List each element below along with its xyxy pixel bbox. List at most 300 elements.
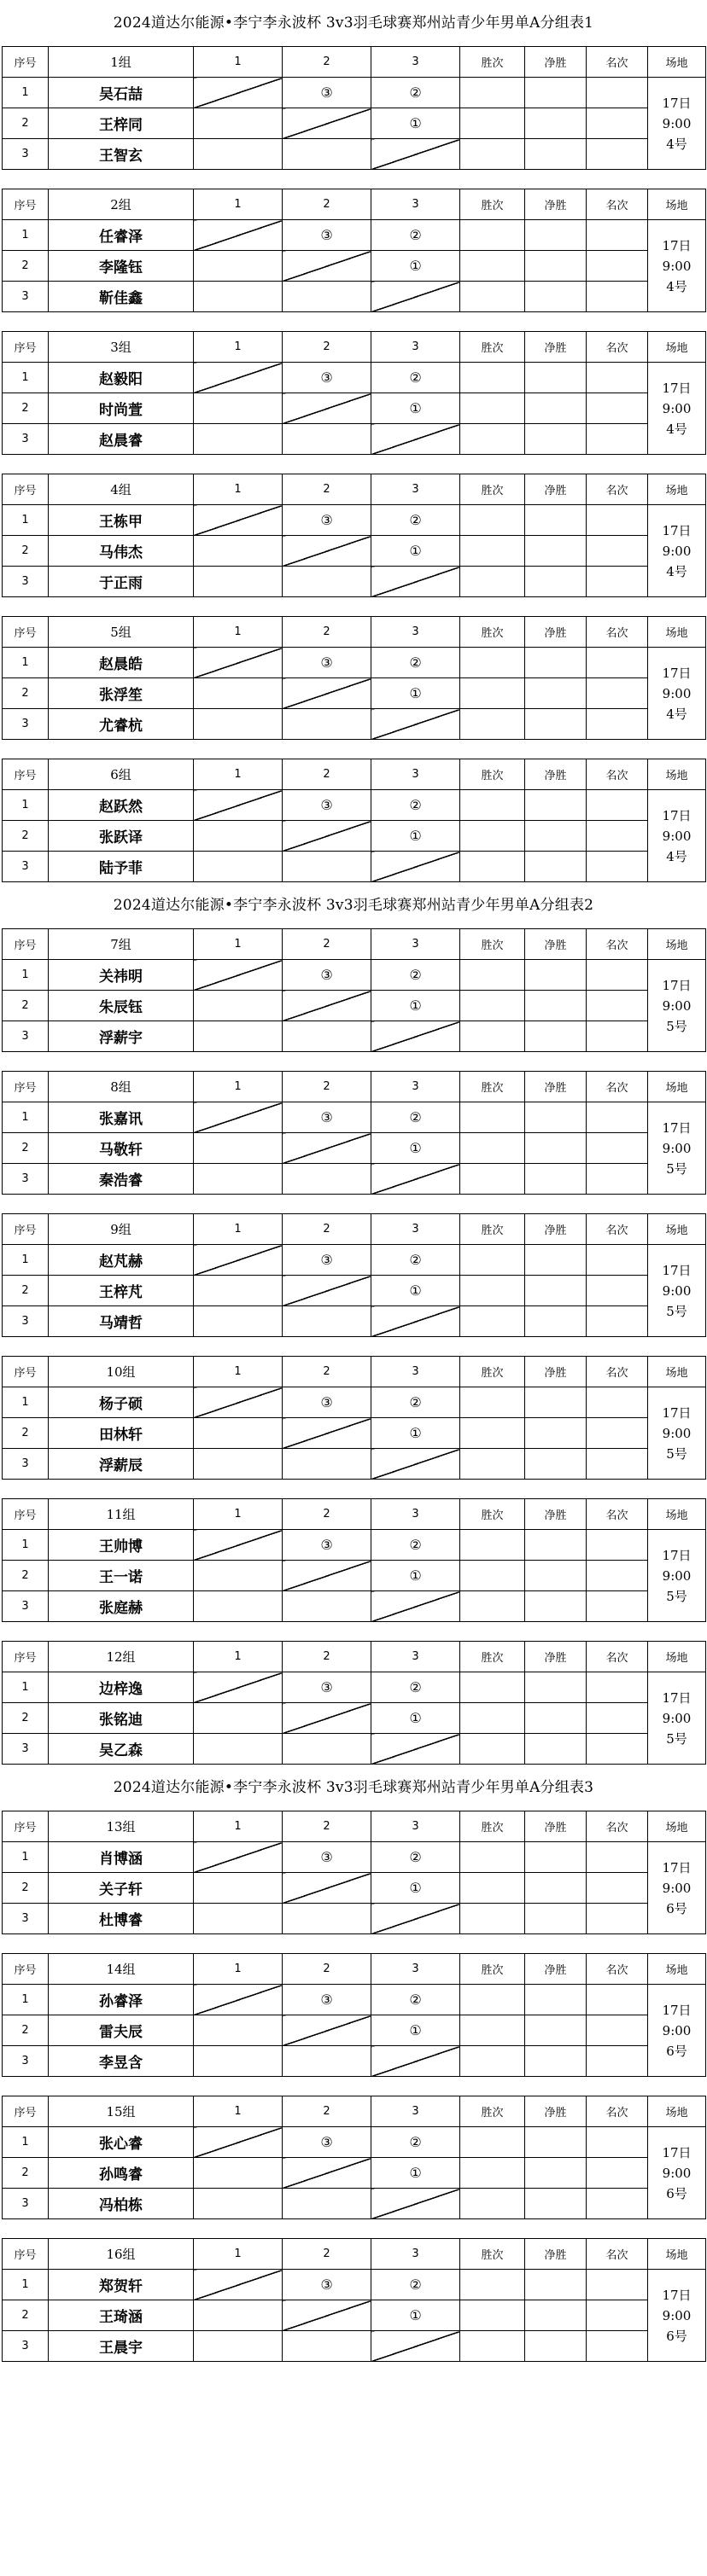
- player-name: 杜博睿: [49, 1904, 194, 1934]
- col-1-header: 1: [194, 1642, 283, 1672]
- match-order-mark: ①: [371, 108, 460, 139]
- venue-cell: [648, 1102, 706, 1195]
- wins-cell: [460, 1276, 525, 1306]
- venue-cell: [648, 1842, 706, 1934]
- venue-time: 9:00: [662, 2165, 692, 2181]
- match-order-mark: ③: [283, 1102, 371, 1133]
- seq-header: 序号: [3, 47, 49, 78]
- venue-court: 4号: [666, 563, 687, 579]
- match-order-mark: ①: [371, 1276, 460, 1306]
- rank-cell: [587, 2331, 648, 2362]
- col-2-header: 2: [283, 474, 371, 505]
- player-name: 尤睿杭: [49, 709, 194, 740]
- match-order-mark: ①: [371, 821, 460, 852]
- net-cell: [525, 960, 587, 991]
- player-row: [3, 2189, 706, 2219]
- self-match-cell: [371, 709, 460, 740]
- score-cell: [283, 2331, 371, 2362]
- self-match-cell: [371, 1306, 460, 1337]
- row-number: 2: [3, 821, 49, 852]
- score-cell: [283, 2046, 371, 2077]
- col-3-header: 3: [371, 1954, 460, 1985]
- player-row: [3, 2270, 706, 2300]
- match-order-mark: ①: [371, 1561, 460, 1591]
- player-name: 张心睿: [49, 2127, 194, 2158]
- net-header: 净胜: [525, 2239, 587, 2270]
- wins-cell: [460, 1672, 525, 1703]
- player-row: [3, 220, 706, 251]
- player-row: [3, 1904, 706, 1934]
- net-header: 净胜: [525, 1811, 587, 1842]
- col-2-header: 2: [283, 189, 371, 220]
- row-number: 3: [3, 2331, 49, 2362]
- match-order-mark: ③: [283, 505, 371, 536]
- self-match-cell: [194, 1245, 283, 1276]
- col-2-header: 2: [283, 2096, 371, 2127]
- net-header: 净胜: [525, 1499, 587, 1530]
- score-cell: [283, 1306, 371, 1337]
- self-match-cell: [283, 393, 371, 424]
- group-table: [2, 616, 706, 740]
- rank-cell: [587, 108, 648, 139]
- col-2-header: 2: [283, 759, 371, 790]
- net-cell: [525, 2015, 587, 2046]
- player-row: [3, 2331, 706, 2362]
- score-cell: [283, 709, 371, 740]
- score-cell: [283, 1591, 371, 1622]
- wins-header: 胜次: [460, 2239, 525, 2270]
- net-cell: [525, 2300, 587, 2331]
- match-order-mark: ②: [371, 78, 460, 108]
- venue-time: 9:00: [662, 1140, 692, 1156]
- self-match-cell: [371, 2046, 460, 2077]
- net-header: 净胜: [525, 1214, 587, 1245]
- col-1-header: 1: [194, 474, 283, 505]
- venue-date: 17日: [662, 1859, 692, 1875]
- score-cell: [283, 1164, 371, 1195]
- venue-court: 4号: [666, 278, 687, 294]
- group-table: [2, 759, 706, 882]
- net-cell: [525, 108, 587, 139]
- wins-header: 胜次: [460, 474, 525, 505]
- wins-cell: [460, 2015, 525, 2046]
- seq-header: 序号: [3, 189, 49, 220]
- self-match-cell: [371, 139, 460, 170]
- wins-cell: [460, 2127, 525, 2158]
- score-cell: [194, 108, 283, 139]
- player-name: 冯柏栋: [49, 2189, 194, 2219]
- header-row: [3, 474, 706, 505]
- group-spacer: [0, 1195, 707, 1213]
- col-1-header: 1: [194, 1357, 283, 1387]
- seq-header: 序号: [3, 2096, 49, 2127]
- self-match-cell: [283, 991, 371, 1021]
- player-name: 赵毅阳: [49, 363, 194, 393]
- row-number: 3: [3, 1164, 49, 1195]
- score-cell: [194, 139, 283, 170]
- net-cell: [525, 1734, 587, 1765]
- self-match-cell: [283, 1561, 371, 1591]
- self-match-cell: [194, 505, 283, 536]
- row-number: 2: [3, 108, 49, 139]
- header-row: [3, 1811, 706, 1842]
- self-match-cell: [371, 567, 460, 597]
- wins-cell: [460, 2331, 525, 2362]
- group-label: 11组: [49, 1499, 194, 1530]
- rank-header: 名次: [587, 332, 648, 363]
- wins-cell: [460, 790, 525, 821]
- net-cell: [525, 363, 587, 393]
- rank-cell: [587, 1418, 648, 1449]
- group-table: [2, 2096, 706, 2219]
- match-order-mark: ③: [283, 78, 371, 108]
- wins-header: 胜次: [460, 189, 525, 220]
- venue-cell: [648, 1245, 706, 1337]
- wins-cell: [460, 678, 525, 709]
- venue-header: 场地: [648, 2096, 706, 2127]
- col-2-header: 2: [283, 1499, 371, 1530]
- seq-header: 序号: [3, 1214, 49, 1245]
- rank-header: 名次: [587, 2239, 648, 2270]
- match-order-mark: ③: [283, 1530, 371, 1561]
- net-cell: [525, 1591, 587, 1622]
- net-cell: [525, 1021, 587, 1052]
- player-row: [3, 363, 706, 393]
- wins-cell: [460, 282, 525, 312]
- wins-header: 胜次: [460, 2096, 525, 2127]
- net-header: 净胜: [525, 2096, 587, 2127]
- player-name: 吴石喆: [49, 78, 194, 108]
- score-cell: [194, 1734, 283, 1765]
- rank-header: 名次: [587, 1214, 648, 1245]
- player-row: [3, 1245, 706, 1276]
- venue-time: 9:00: [662, 1567, 692, 1584]
- score-cell: [194, 709, 283, 740]
- row-number: 2: [3, 1873, 49, 1904]
- score-cell: [194, 1873, 283, 1904]
- rank-cell: [587, 678, 648, 709]
- player-row: [3, 678, 706, 709]
- venue-cell: [648, 1387, 706, 1480]
- wins-cell: [460, 1164, 525, 1195]
- match-order-mark: ②: [371, 1985, 460, 2015]
- player-row: [3, 2015, 706, 2046]
- self-match-cell: [194, 648, 283, 678]
- net-cell: [525, 424, 587, 455]
- row-number: 1: [3, 1530, 49, 1561]
- rank-cell: [587, 2270, 648, 2300]
- wins-header: 胜次: [460, 617, 525, 648]
- player-name: 朱辰钰: [49, 991, 194, 1021]
- self-match-cell: [194, 220, 283, 251]
- player-row: [3, 2127, 706, 2158]
- wins-cell: [460, 1449, 525, 1480]
- rank-cell: [587, 2300, 648, 2331]
- group-label: 8组: [49, 1072, 194, 1102]
- match-order-mark: ①: [371, 2015, 460, 2046]
- header-row: [3, 759, 706, 790]
- self-match-cell: [371, 2189, 460, 2219]
- player-row: [3, 139, 706, 170]
- venue-header: 场地: [648, 1072, 706, 1102]
- player-name: 秦浩睿: [49, 1164, 194, 1195]
- row-number: 2: [3, 2300, 49, 2331]
- rank-header: 名次: [587, 759, 648, 790]
- score-cell: [283, 567, 371, 597]
- rank-header: 名次: [587, 1811, 648, 1842]
- wins-header: 胜次: [460, 47, 525, 78]
- player-row: [3, 1387, 706, 1418]
- player-name: 王梓芃: [49, 1276, 194, 1306]
- player-row: [3, 2158, 706, 2189]
- col-1-header: 1: [194, 332, 283, 363]
- col-1-header: 1: [194, 929, 283, 960]
- player-name: 王晨宇: [49, 2331, 194, 2362]
- net-cell: [525, 1306, 587, 1337]
- player-name: 浮薪辰: [49, 1449, 194, 1480]
- group-label: 12组: [49, 1642, 194, 1672]
- player-name: 张嘉讯: [49, 1102, 194, 1133]
- group-label: 6组: [49, 759, 194, 790]
- wins-cell: [460, 1306, 525, 1337]
- net-cell: [525, 1276, 587, 1306]
- row-number: 3: [3, 1021, 49, 1052]
- wins-cell: [460, 220, 525, 251]
- group-label: 13组: [49, 1811, 194, 1842]
- match-order-mark: ②: [371, 1102, 460, 1133]
- rank-cell: [587, 1734, 648, 1765]
- group-spacer: [0, 1337, 707, 1356]
- wins-header: 胜次: [460, 1954, 525, 1985]
- wins-cell: [460, 991, 525, 1021]
- player-name: 张庭赫: [49, 1591, 194, 1622]
- venue-cell: [648, 505, 706, 597]
- row-number: 1: [3, 960, 49, 991]
- score-cell: [194, 1561, 283, 1591]
- row-number: 1: [3, 790, 49, 821]
- player-name: 赵晨睿: [49, 424, 194, 455]
- score-cell: [283, 424, 371, 455]
- row-number: 1: [3, 1102, 49, 1133]
- player-name: 赵晨皓: [49, 648, 194, 678]
- player-row: [3, 536, 706, 567]
- self-match-cell: [283, 2015, 371, 2046]
- rank-cell: [587, 393, 648, 424]
- group-label: 3组: [49, 332, 194, 363]
- net-cell: [525, 1842, 587, 1873]
- rank-cell: [587, 1276, 648, 1306]
- group-spacer: [0, 170, 707, 189]
- rank-cell: [587, 1245, 648, 1276]
- self-match-cell: [194, 2127, 283, 2158]
- score-cell: [194, 2158, 283, 2189]
- wins-cell: [460, 1387, 525, 1418]
- venue-court: 4号: [666, 848, 687, 864]
- wins-cell: [460, 1418, 525, 1449]
- row-number: 3: [3, 709, 49, 740]
- player-name: 赵跃然: [49, 790, 194, 821]
- wins-cell: [460, 1245, 525, 1276]
- venue-header: 场地: [648, 47, 706, 78]
- venue-time: 9:00: [662, 2022, 692, 2038]
- venue-court: 5号: [666, 1588, 687, 1604]
- match-order-mark: ①: [371, 251, 460, 282]
- row-number: 2: [3, 2015, 49, 2046]
- group-label: 10组: [49, 1357, 194, 1387]
- rank-cell: [587, 1703, 648, 1734]
- rank-header: 名次: [587, 1642, 648, 1672]
- venue-court: 6号: [666, 1900, 687, 1916]
- group-table: [2, 1641, 706, 1765]
- header-row: [3, 1954, 706, 1985]
- venue-header: 场地: [648, 1811, 706, 1842]
- wins-header: 胜次: [460, 1357, 525, 1387]
- wins-cell: [460, 108, 525, 139]
- wins-header: 胜次: [460, 1642, 525, 1672]
- header-row: [3, 617, 706, 648]
- col-1-header: 1: [194, 2096, 283, 2127]
- net-cell: [525, 2270, 587, 2300]
- rank-cell: [587, 1133, 648, 1164]
- venue-header: 场地: [648, 1499, 706, 1530]
- venue-date: 17日: [662, 665, 692, 681]
- venue-cell: [648, 2270, 706, 2362]
- rank-cell: [587, 567, 648, 597]
- player-name: 浮薪宇: [49, 1021, 194, 1052]
- self-match-cell: [194, 1387, 283, 1418]
- net-header: 净胜: [525, 332, 587, 363]
- row-number: 3: [3, 424, 49, 455]
- self-match-cell: [371, 282, 460, 312]
- rank-cell: [587, 1164, 648, 1195]
- player-row: [3, 393, 706, 424]
- rank-cell: [587, 2046, 648, 2077]
- net-cell: [525, 790, 587, 821]
- rank-cell: [587, 2015, 648, 2046]
- wins-header: 胜次: [460, 1811, 525, 1842]
- score-cell: [283, 1021, 371, 1052]
- self-match-cell: [371, 2331, 460, 2362]
- venue-time: 9:00: [662, 685, 692, 701]
- venue-header: 场地: [648, 189, 706, 220]
- group-table: [2, 331, 706, 455]
- venue-date: 17日: [662, 2002, 692, 2018]
- match-order-mark: ③: [283, 1387, 371, 1418]
- player-name: 王智玄: [49, 139, 194, 170]
- player-name: 王帅博: [49, 1530, 194, 1561]
- col-3-header: 3: [371, 1811, 460, 1842]
- venue-time: 9:00: [662, 997, 692, 1014]
- header-row: [3, 189, 706, 220]
- venue-date: 17日: [662, 1262, 692, 1278]
- row-number: 3: [3, 1591, 49, 1622]
- venue-time: 9:00: [662, 1710, 692, 1726]
- player-name: 郑贺轩: [49, 2270, 194, 2300]
- self-match-cell: [371, 1904, 460, 1934]
- score-cell: [194, 2015, 283, 2046]
- col-3-header: 3: [371, 332, 460, 363]
- col-1-header: 1: [194, 1499, 283, 1530]
- venue-court: 5号: [666, 1445, 687, 1462]
- rank-header: 名次: [587, 1357, 648, 1387]
- self-match-cell: [283, 2158, 371, 2189]
- venue-header: 场地: [648, 332, 706, 363]
- group-label: 5组: [49, 617, 194, 648]
- group-label: 2组: [49, 189, 194, 220]
- venue-time: 9:00: [662, 1282, 692, 1299]
- player-name: 靳佳鑫: [49, 282, 194, 312]
- match-order-mark: ③: [283, 960, 371, 991]
- wins-header: 胜次: [460, 332, 525, 363]
- rank-cell: [587, 1021, 648, 1052]
- col-3-header: 3: [371, 1499, 460, 1530]
- score-cell: [283, 282, 371, 312]
- row-number: 3: [3, 282, 49, 312]
- player-row: [3, 1672, 706, 1703]
- self-match-cell: [283, 1873, 371, 1904]
- header-row: [3, 2239, 706, 2270]
- venue-header: 场地: [648, 1214, 706, 1245]
- wins-cell: [460, 424, 525, 455]
- rank-cell: [587, 1873, 648, 1904]
- venue-date: 17日: [662, 1547, 692, 1563]
- venue-time: 9:00: [662, 1880, 692, 1896]
- col-3-header: 3: [371, 1214, 460, 1245]
- group-spacer: [0, 2077, 707, 2096]
- rank-cell: [587, 363, 648, 393]
- venue-cell: [648, 220, 706, 312]
- net-cell: [525, 2127, 587, 2158]
- player-row: [3, 1591, 706, 1622]
- venue-cell: [648, 2127, 706, 2219]
- rank-header: 名次: [587, 2096, 648, 2127]
- wins-cell: [460, 78, 525, 108]
- group-spacer: [0, 1052, 707, 1071]
- col-3-header: 3: [371, 474, 460, 505]
- group-table: [2, 2238, 706, 2362]
- net-cell: [525, 709, 587, 740]
- rank-cell: [587, 852, 648, 882]
- player-row: [3, 790, 706, 821]
- group-table: [2, 928, 706, 1052]
- seq-header: 序号: [3, 929, 49, 960]
- net-cell: [525, 1387, 587, 1418]
- col-2-header: 2: [283, 1811, 371, 1842]
- group-spacer: [0, 312, 707, 331]
- col-1-header: 1: [194, 1214, 283, 1245]
- col-1-header: 1: [194, 47, 283, 78]
- rank-header: 名次: [587, 1954, 648, 1985]
- wins-cell: [460, 1530, 525, 1561]
- player-name: 马伟杰: [49, 536, 194, 567]
- row-number: 1: [3, 1245, 49, 1276]
- player-row: [3, 1873, 706, 1904]
- venue-time: 9:00: [662, 2307, 692, 2323]
- net-cell: [525, 991, 587, 1021]
- self-match-cell: [194, 1985, 283, 2015]
- net-cell: [525, 1561, 587, 1591]
- match-order-mark: ③: [283, 648, 371, 678]
- venue-date: 17日: [662, 237, 692, 253]
- rank-cell: [587, 648, 648, 678]
- score-cell: [194, 424, 283, 455]
- net-cell: [525, 220, 587, 251]
- score-cell: [194, 1276, 283, 1306]
- player-name: 张跃译: [49, 821, 194, 852]
- group-table: [2, 1498, 706, 1622]
- group-label: 15组: [49, 2096, 194, 2127]
- header-row: [3, 1357, 706, 1387]
